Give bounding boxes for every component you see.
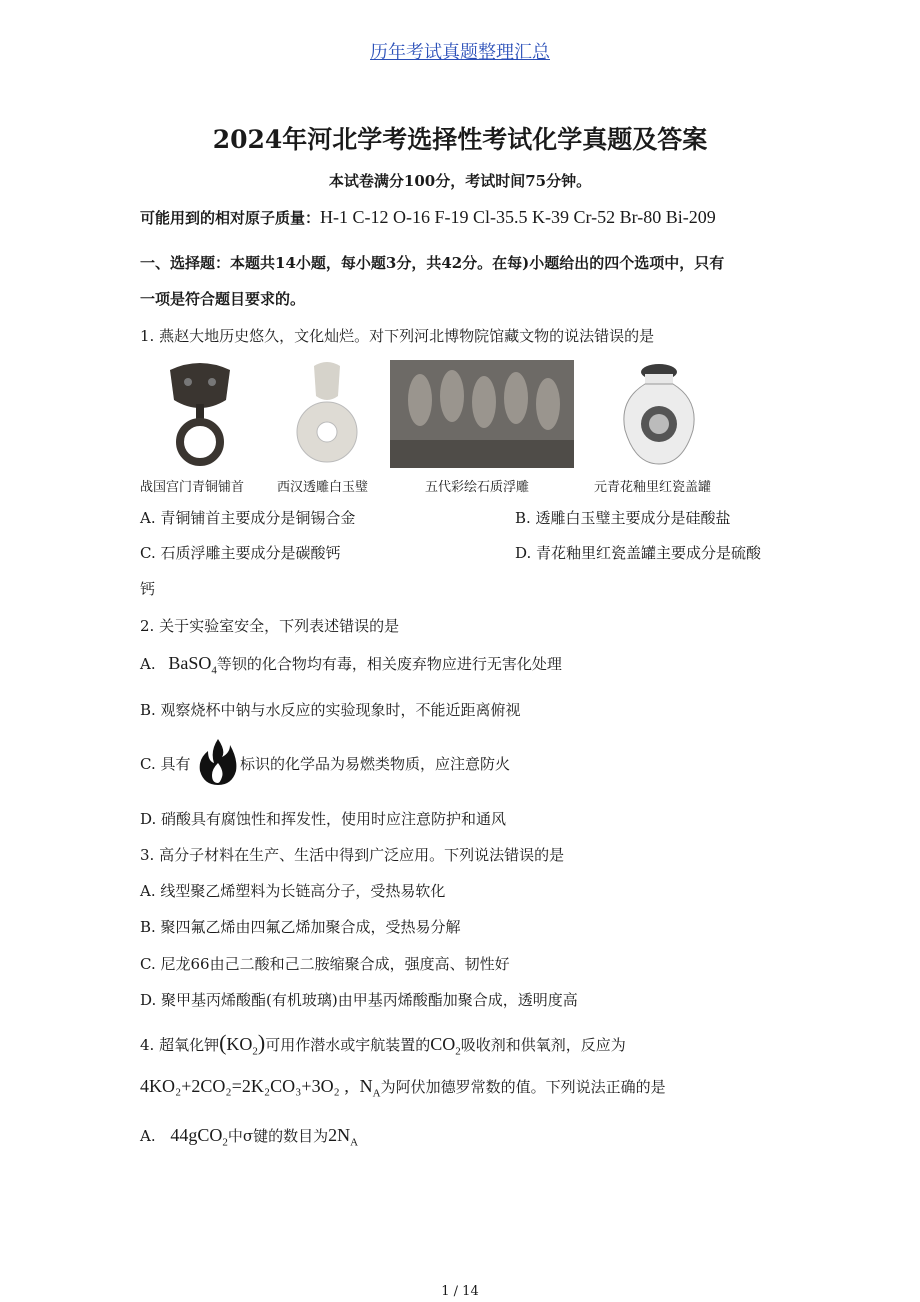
q3-stem: 3. 高分子材料在生产、生活中得到广泛应用。下列说法错误的是	[140, 846, 565, 864]
q4-stem: 4. 超氧化钾$(KO_2)$可用作潜水或宇航装置的$CO_2$吸收剂和供氧剂，反应为	[140, 1030, 626, 1058]
q1-option-b: B. 透雕白玉璧主要成分是硅酸盐	[515, 509, 731, 527]
q3-option-a: A. 线型聚乙烯塑料为长链高分子，受热易软化	[140, 882, 446, 900]
atomic-mass-label: 可能用到的相对原子质量：	[140, 209, 321, 227]
section-heading-2: 一项是符合题目要求的。	[140, 290, 306, 308]
co2-mass-formula: 44gCO$_2$	[170, 1125, 228, 1149]
stone-relief-image	[390, 360, 574, 468]
q1-option-d: D. 青花釉里红瓷盖罐主要成分是硫酸	[515, 544, 762, 562]
q4-option-a: A. 44gCO$_2$中σ键的数目为$2N_A$	[140, 1125, 359, 1149]
q2-option-a-prefix: A.	[140, 655, 156, 673]
q2-option-c-text: 标识的化学品为易燃类物质，应注意防火	[240, 755, 511, 773]
sigma-count: $2N_A$	[328, 1125, 359, 1149]
q2-option-a-text: 等钡的化合物均有毒，相关废弃物应进行无害化处理	[216, 655, 562, 673]
caption-bronze: 战国宫门青铜铺首	[140, 480, 245, 495]
bronze-knocker-image	[160, 360, 240, 468]
caption-relief: 五代彩绘石质浮雕	[425, 480, 530, 495]
page-number: 1 / 14	[441, 1284, 479, 1299]
flammable-icon	[198, 737, 238, 787]
q2-option-c-prefix: C. 具有	[140, 755, 191, 773]
q3-option-c: C. 尼龙66由己二酸和己二胺缩聚合成，强度高、韧性好	[140, 955, 510, 973]
porcelain-jar-image	[617, 360, 701, 468]
q2-option-d: D. 硝酸具有腐蚀性和挥发性，使用时应注意防护和通风	[140, 810, 507, 828]
q3-option-d: D. 聚甲基丙烯酸酯(有机玻璃)由甲基丙烯酸酯加聚合成，透明度高	[140, 991, 578, 1009]
atomic-mass-line	[140, 207, 716, 228]
atomic-mass-values: H-1 C-12 O-16 F-19 Cl-35.5 K-39 Cr-52 Br-80 Bi-209	[320, 207, 716, 227]
page-title: 2024年河北学考选择性考试化学真题及答案	[212, 125, 708, 154]
reaction-equation: 4KO₂+2CO₂=2K₂CO₃+3O₂ ,	[140, 1076, 349, 1096]
q1-option-d-cont: 钙	[140, 580, 156, 598]
q4-equation-line	[140, 1076, 666, 1100]
caption-porcelain: 元青花釉里红瓷盖罐	[594, 480, 712, 495]
exam-info: 本试卷满分100分，考试时间75分钟。	[328, 172, 592, 190]
q2-option-a	[140, 653, 562, 677]
q2-stem: 2. 关于实验室安全，下列表述错误的是	[140, 617, 400, 635]
q2-option-b: B. 观察烧杯中钠与水反应的实验现象时，不能近距离俯视	[140, 701, 521, 719]
caption-jade: 西汉透雕白玉璧	[277, 480, 369, 495]
baso4-formula: BaSO$_4$	[168, 653, 217, 677]
q1-option-c: C. 石质浮雕主要成分是碳酸钙	[140, 544, 341, 562]
co2-formula: $CO_2$	[430, 1034, 461, 1058]
na-symbol: $N_A$	[359, 1076, 381, 1100]
section-heading-1: 一、选择题：本题共14小题，每小题3分，共42分。在每)小题给出的四个选项中，只有	[140, 254, 725, 272]
header-link[interactable]: 历年考试真题整理汇总	[370, 42, 550, 63]
ko2-formula: $KO_2$	[226, 1034, 258, 1058]
q3-option-b: B. 聚四氟乙烯由四氟乙烯加聚合成，受热易分解	[140, 918, 461, 936]
q1-stem: 1. 燕赵大地历史悠久，文化灿烂。对下列河北博物院馆藏文物的说法错误的是	[140, 327, 655, 345]
q4-equation-tail: 为阿伏加德罗常数的值。下列说法正确的是	[380, 1078, 666, 1096]
jade-bi-image	[292, 360, 362, 468]
q1-option-a: A. 青铜铺首主要成分是铜锡合金	[140, 509, 356, 527]
